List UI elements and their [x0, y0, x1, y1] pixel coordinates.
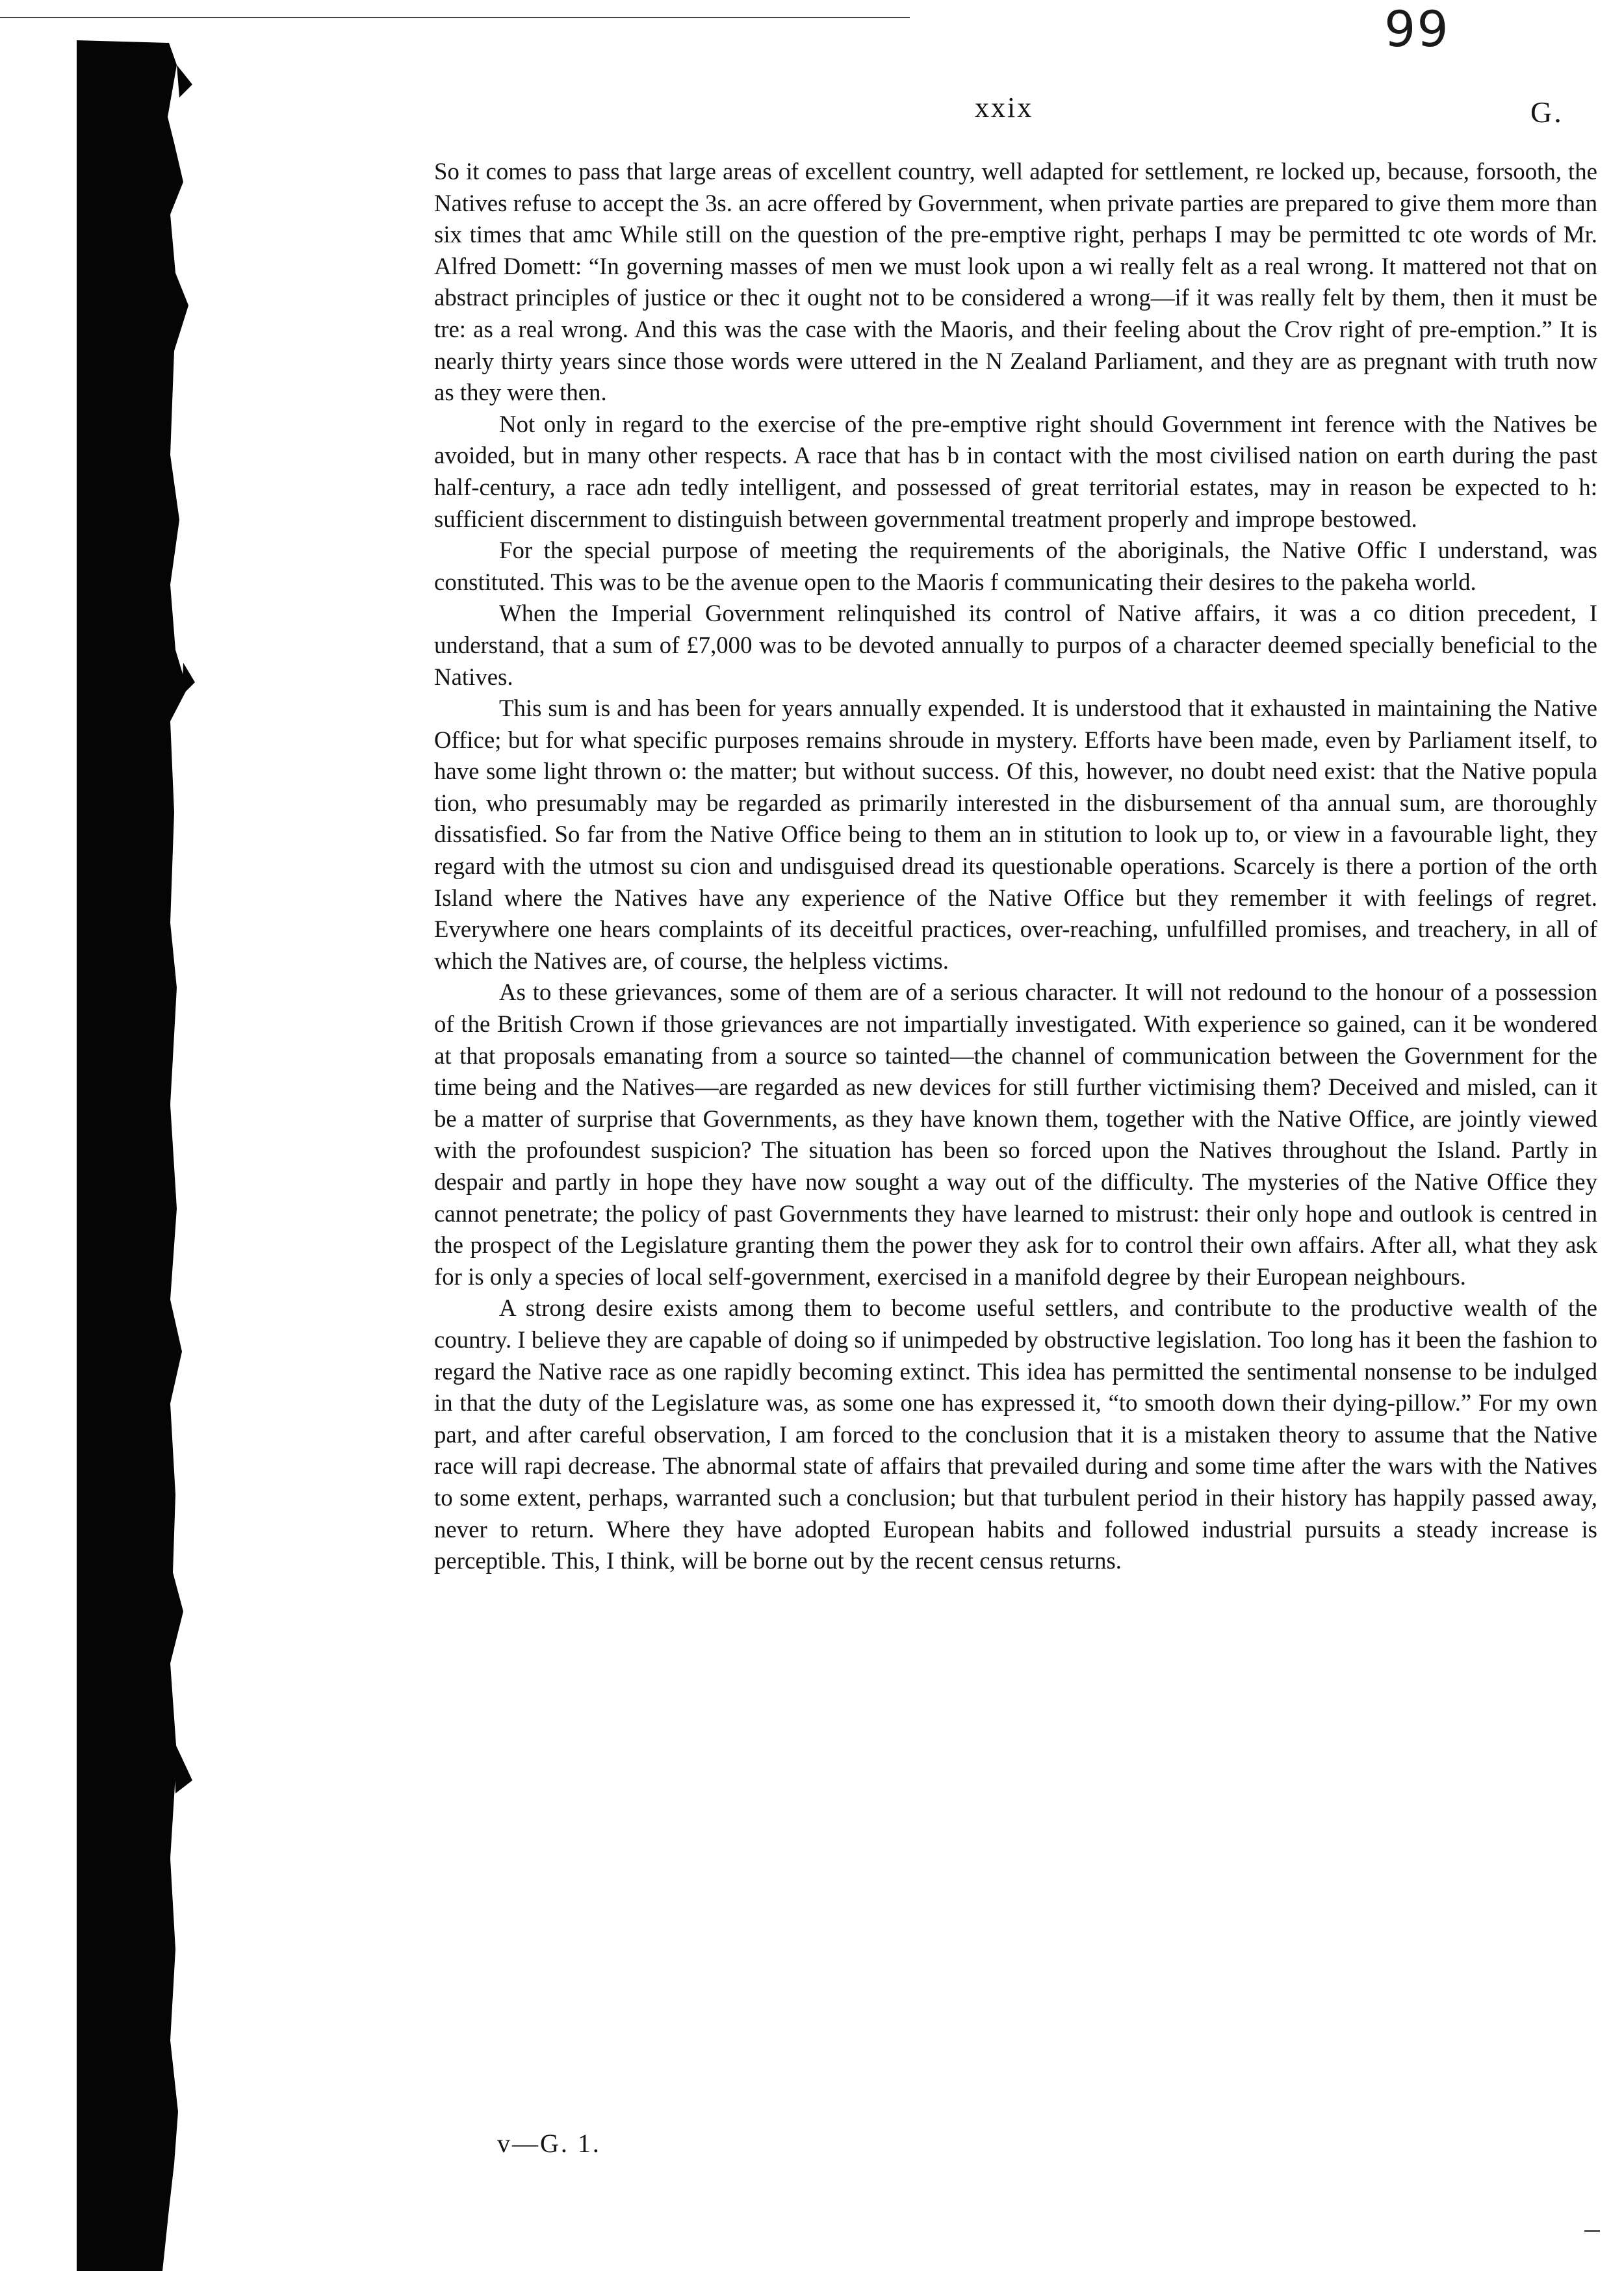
paragraph: So it comes to pass that large areas of excellent country, well adapted for settlement, re locked up, because, forsooth, the Natives refuse to accept the 3s. an acre offered by Government, when private parties are prepared to give them more than six times that amc While still on the question of the pre-emptive right, perhaps I may be permitted tc ote words of Mr. Alfred Domett: “In governing masses of men we must look upon a wi really felt as a real wrong. It mattered not that on abstract principles of justice or thec it ought not to be considered a wrong—if it was really felt by them, then it must be tre: as a real wrong. And this was the case with the Maoris, and their feeling about the Crov right of pre-emption.” It is nearly thirty years since those words were uttered in the N Zealand Parliament, and they are as pregnant with truth now as they were then.	[434, 158, 1597, 406]
handwritten-page-number: 99	[1384, 0, 1450, 58]
binding-shadow	[0, 0, 195, 2271]
binding-notch	[174, 1741, 192, 1793]
paragraph: This sum is and has been for years annually expended. It is understood that it exhausted in maintaining the Native Office; but for what specific purposes remains shroude in mystery. Efforts have been made, even by Parliament itself, to have some light thrown o: the matter; but without success. Of this, however, no doubt need exist: that the Native popula tion, who presumably may be regarded as primarily interested in the disbursement of tha annual sum, are thoroughly dissatisfied. So far from the Native Office being to them an in stitution to look up to, or view in a favourable light, they regard with the utmost su cion and undisguised dread its questionable operations. Scarcely is there a portion of the orth Island where the Natives have any experience of the Native Office but they remember it with feelings of regret. Everywhere one hears complaints of its deceitful practices, over-reaching, unfulfilled promises, and treachery, in all of which the Natives are, of course, the helpless victims.	[434, 695, 1597, 974]
margin-dash	[1584, 2230, 1600, 2232]
paragraph: As to these grievances, some of them are of a serious character. It will not redound to the honour of a possession of the British Crown if those grievances are not impartially investigated. With experience so gained, can it be wondered at that proposals emanating from a source so tainted—the channel of communication between the Government for the time being and the Natives—are regarded as new devices for still further victimising them? Deceived and misled, can it be a matter of surprise that Governments, as they have known them, together with the Native Office, are jointly viewed with the profoundest suspicion? The situation has been so forced upon the Natives throughout the Island. Partly in despair and partly in hope they have now sought a way out of the difficulty. The mysteries of the Native Office they cannot penetrate; the policy of past Governments they have learned to mistrust: their only hope and outlook is centred in the prospect of the Legislature granting them the power they ask for to control their own affairs. After all, what they ask for is only a species of local self-government, exercised in a manifold degree by their European neighbours.	[434, 979, 1597, 1290]
signature-mark: v—G. 1.	[497, 2129, 601, 2158]
paragraph: For the special purpose of meeting the requirements of the aboriginals, the Native Offic I understand, was constituted. This was to be the avenue open to the Maoris f communicating their desires to the pakeha world.	[434, 537, 1597, 595]
body-text	[434, 156, 1597, 1577]
binding-notch	[177, 65, 192, 97]
paragraph: Not only in regard to the exercise of the pre-emptive right should Government int ference with the Natives be avoided, but in many other respects. A race that has b in contact with the most civilised nation on earth during the past half-century, a race adn tedly intelligent, and possessed of great territorial estates, may in reason be expected to h: sufficient discernment to distinguish between governmental treatment properly and imprope bestowed.	[434, 410, 1597, 532]
paragraph: A strong desire exists among them to become useful settlers, and contribute to the productive wealth of the country. I believe they are capable of doing so if unimpeded by obstructive legislation. Too long has it been the fashion to regard the Native race as one rapidly becoming extinct. This idea has permitted the sentimental nonsense to be indulged in that the duty of the Legislature was, as some one has expressed it, “to smooth down their dying-pillow.” For my own part, and after careful observation, I am forced to the conclusion that it is a mistaken theory to assume that the Native race will rapi decrease. The abnormal state of affairs that prevailed during and some time after the wars with the Natives to some extent, perhaps, warranted such a conclusion; but that turbulent period in their history has happily passed away, never to return. Where they have adopted European habits and followed industrial pursuits a steady increase is perceptible. This, I think, will be borne out by the recent census returns.	[434, 1294, 1597, 1574]
series-code: G.	[1530, 96, 1564, 129]
binding-shadow-shape	[77, 40, 188, 2271]
page-number: xxix	[975, 92, 1034, 123]
binding-notch	[182, 663, 195, 695]
paragraph: When the Imperial Government relinquished its control of Native affairs, it was a co dition precedent, I understand, that a sum of £7,000 was to be devoted annually to purpos of a character deemed specially beneficial to the Natives.	[434, 600, 1597, 690]
